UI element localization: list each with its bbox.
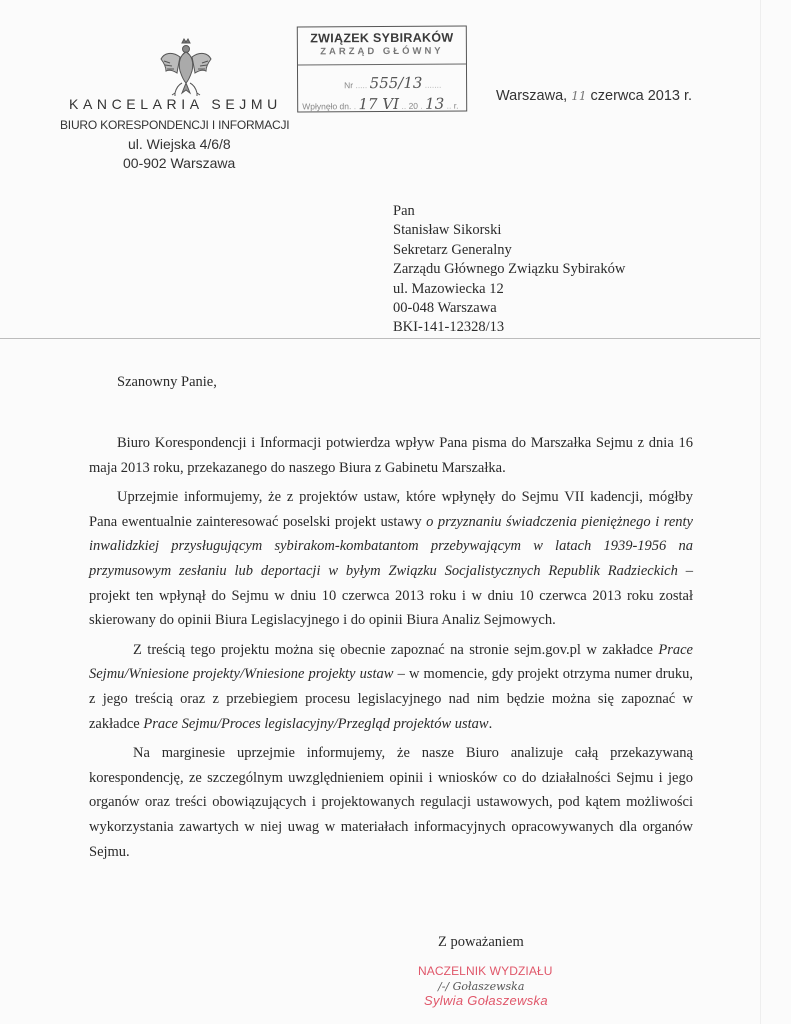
date-day: 11 — [571, 89, 587, 103]
website-path-1: Prace Sejmu/Wniesione projekty/Wniesione projekty ustaw — [89, 641, 693, 683]
closing: Z poważaniem — [438, 934, 524, 950]
paragraph-2 — [89, 485, 693, 633]
salutation: Szanowny Panie, — [117, 374, 217, 390]
addressee-block — [393, 202, 625, 338]
paragraph-3-text-mid: – w momencie, gdy projekt otrzyma numer druku, z jego treścią oraz z przebiegiem procesu legislacyjnego nad nim będzie można się zapoznać w zakładce — [89, 666, 693, 732]
stamp-number-row: Nr ..... 555/13 ....... — [344, 73, 442, 93]
paragraph-1: Biuro Korespondencji i Informacji potwierdza wpływ Pana pisma do Marszałka Sejmu z dnia 16 maja 2013 roku, przekazanego do naszego Biura z Gabinetu Marszałka. — [89, 435, 693, 476]
stamp-received-label: Wpłynęło dn. — [302, 101, 352, 112]
paragraph-4: Na marginesie uprzejmie informujemy, że nasze Biuro analizuje całą przekazywaną korespondencję, ze szczególnym uwzględnieniem opinii i wniosków co do działalności Sejmu i jego organów oraz treści obowiązujących i projektowanych regulacji ustawowych, pod kątem możliwości wykorzystania zawartych w niej uwag w materiałach informacyjnych opracowywanych dla organów Sejmu. — [89, 745, 693, 860]
office-name: BIURO KORESPONDENCJI I INFORMACJI — [60, 118, 290, 132]
addressee-line: Pan — [393, 203, 415, 219]
stamp-number-value: 555/13 — [369, 73, 423, 93]
paragraph-2-text-end: – projekt ten wpłynął do Sejmu w dniu 10 czerwca 2013 roku i w dniu 10 czerwca 2013 roku został skierowany do opinii Biura Legislacyjnego i do opinii Biura Analiz Sejmowych. — [89, 562, 694, 629]
paragraph-3-text-end: . — [488, 715, 493, 732]
stamp-title: ZWIĄZEK SYBIRAKÓW — [310, 30, 454, 46]
addressee-line: Zarządu Głównego Związku Sybiraków — [393, 261, 626, 278]
stamp-subtitle: ZARZĄD GŁÓWNY — [320, 45, 444, 58]
signatory-name: Sylwia Gołaszewska — [424, 993, 548, 1008]
polish-eagle-emblem-icon — [158, 37, 214, 97]
website-path-2: Prace Sejmu/Proces legislacyjny/Przegląd projektów ustaw — [143, 715, 489, 732]
stamp-year-prefix: 20 — [408, 100, 419, 111]
bill-title: o przyznaniu świadczenia pieniężnego i renty inwalidzkiej przysługującym sybirakom-kombatantom przebywającym w latach 1939-1956 na przymusowym zesłaniu lub deportacji w byłym Związku Socjalistycznych Republik Radzieckich — [89, 513, 693, 579]
page-edge — [760, 0, 761, 1024]
addressee-line: Stanisław Sikorski — [393, 222, 502, 239]
reference-number: BKI-141-12328/13 — [393, 319, 505, 336]
fold-line — [0, 338, 760, 339]
paragraph-2-text: Uprzejmie informujemy, że z projektów ustaw, które wpłynęły do Sejmu VII kadencji, mógłby Pana ewentualnie zainteresować poselski projekt ustawy — [89, 489, 693, 530]
signatory-title: NACZELNIK WYDZIAŁU — [418, 964, 553, 978]
handwritten-signature: /-/ Gołaszewska — [438, 980, 525, 993]
stamp-year-value: 13 — [425, 94, 445, 113]
addressee-line: 00-048 Warszawa — [393, 300, 497, 317]
office-city: 00-902 Warszawa — [123, 155, 236, 171]
stamp-received-date: 17 VI — [358, 94, 400, 114]
addressee-line: Sekretarz Generalny — [393, 241, 512, 258]
stamp-year-suffix: r. — [453, 100, 459, 111]
organization-name: KANCELARIA SEJMU — [69, 96, 282, 112]
letter-body — [89, 431, 693, 869]
date-rest: czerwca 2013 r. — [590, 88, 693, 104]
stamp-number-label: Nr — [344, 80, 354, 91]
addressee-line: ul. Mazowiecka 12 — [393, 280, 504, 297]
paragraph-3 — [89, 638, 693, 736]
signature-stamp — [418, 964, 553, 1008]
office-street: ul. Wiejska 4/6/8 — [128, 136, 231, 152]
date-place: Warszawa, — [496, 88, 568, 104]
paragraph-3-text: Z treścią tego projektu można się obecnie zapoznać na stronie sejm.gov.pl w zakładce — [133, 641, 659, 658]
registration-stamp — [297, 26, 467, 113]
letter-date — [496, 88, 692, 104]
stamp-received-row: Wpłynęło dn. . 17 VI .. 20 . 13 .. r. — [302, 94, 459, 114]
